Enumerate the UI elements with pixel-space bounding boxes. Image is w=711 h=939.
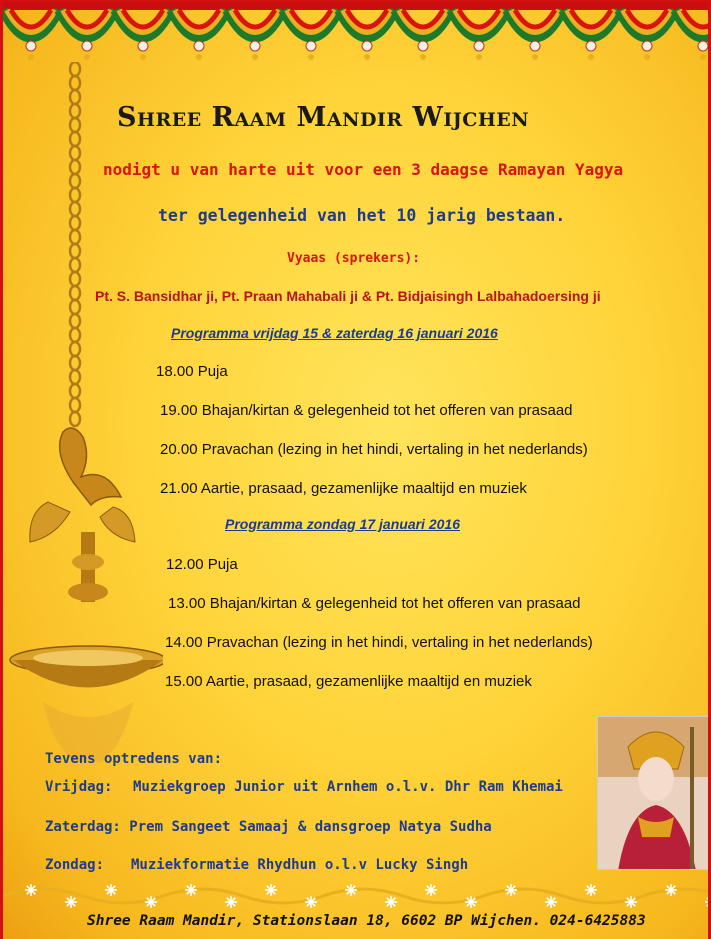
page-title: Shree Raam Mandir Wijchen (117, 102, 530, 133)
footer-star-border-decoration (3, 874, 711, 939)
performance-act: Muziekformatie Rhydhun o.l.v Lucky Singh (131, 857, 469, 873)
performances-heading: Tevens optredens van: (45, 751, 223, 767)
footer-address: Shree Raam Mandir, Stationslaan 18, 6602 BP Wijchen. 024-6425883 (87, 913, 646, 929)
performance-row-sunday (45, 857, 468, 873)
performance-act: Prem Sangeet Samaaj & dansgroep Natya Sudha (129, 819, 492, 835)
program-item: 19.00 Bhajan/kirtan & gelegenheid tot het offeren van prasaad (160, 402, 573, 419)
performance-day: Zondag: (45, 857, 105, 873)
program-item: 15.00 Aartie, prasaad, gezamenlijke maaltijd en muziek (165, 673, 532, 690)
performance-day: Vrijdag: (45, 779, 113, 795)
speakers-list: Pt. S. Bansidhar ji, Pt. Praan Mahabali ji & Pt. Bidjaisingh Lalbahadoersing ji (95, 288, 601, 304)
deity-photo (597, 716, 711, 870)
program-item: 14.00 Pravachan (lezing in het hindi, vertaling in het nederlands) (165, 634, 593, 651)
performance-row-friday (45, 779, 563, 795)
performance-day: Zaterdag: (45, 819, 121, 835)
occasion-line: ter gelegenheid van het 10 jarig bestaan. (158, 206, 566, 225)
program-item: 13.00 Bhajan/kirtan & gelegenheid tot het offeren van prasaad (168, 595, 581, 612)
program-heading-sunday: Programma zondag 17 januari 2016 (225, 516, 460, 532)
program-item: 18.00 Puja (156, 363, 228, 380)
invitation-line: nodigt u van harte uit voor een 3 daagse Ramayan Yagya (103, 160, 624, 179)
program-heading-friday-saturday: Programma vrijdag 15 & zaterdag 16 januari 2016 (171, 325, 498, 341)
program-item: 12.00 Puja (166, 556, 238, 573)
performance-row-saturday (45, 819, 492, 835)
speakers-heading: Vyaas (sprekers): (287, 251, 421, 266)
program-item: 20.00 Pravachan (lezing in het hindi, vertaling in het nederlands) (160, 441, 588, 458)
program-item: 21.00 Aartie, prasaad, gezamenlijke maaltijd en muziek (160, 480, 527, 497)
performance-act: Muziekgroep Junior uit Arnhem o.l.v. Dhr Ram Khemai (133, 779, 563, 795)
